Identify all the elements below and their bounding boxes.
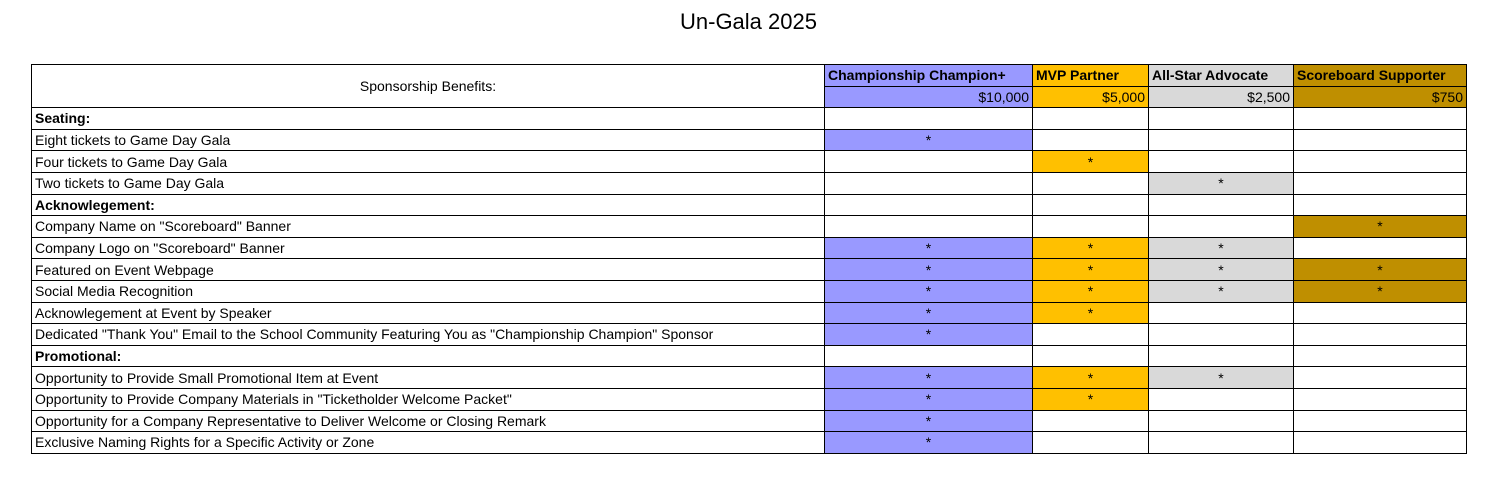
benefit-mark: * <box>1033 280 1149 302</box>
benefit-mark: * <box>825 367 1033 389</box>
sponsorship-benefits-table <box>31 64 1467 454</box>
empty-cell <box>1149 302 1294 324</box>
empty-cell <box>1294 367 1467 389</box>
empty-cell <box>1294 151 1467 173</box>
empty-cell <box>1294 194 1467 216</box>
benefit-mark: * <box>825 259 1033 281</box>
benefit-mark: * <box>825 302 1033 324</box>
benefit-mark: * <box>825 432 1033 454</box>
tier-price-mvp: $5,000 <box>1033 86 1149 108</box>
benefit-mark: * <box>1149 237 1294 259</box>
empty-cell <box>1294 108 1467 130</box>
benefit-mark: * <box>1033 237 1149 259</box>
section-header-row <box>32 194 1467 216</box>
benefit-row <box>32 302 1467 324</box>
benefit-mark: * <box>825 237 1033 259</box>
benefit-row <box>32 172 1467 194</box>
benefit-label: Four tickets to Game Day Gala <box>32 151 825 173</box>
benefit-mark: * <box>1033 367 1149 389</box>
empty-cell <box>1294 172 1467 194</box>
empty-cell <box>1033 432 1149 454</box>
benefit-label: Company Logo on "Scoreboard" Banner <box>32 237 825 259</box>
benefit-mark: * <box>825 388 1033 410</box>
benefit-mark: * <box>825 129 1033 151</box>
empty-cell <box>1033 216 1149 238</box>
tier-name-all-star: All-Star Advocate <box>1149 65 1294 87</box>
benefit-mark: * <box>1149 172 1294 194</box>
empty-cell <box>1033 129 1149 151</box>
empty-cell <box>1149 388 1294 410</box>
table-title: Sponsorship Benefits: <box>32 65 825 108</box>
benefit-mark: * <box>1149 259 1294 281</box>
benefit-label: Featured on Event Webpage <box>32 259 825 281</box>
benefit-mark: * <box>1149 280 1294 302</box>
document-title: Un-Gala 2025 <box>680 9 817 34</box>
empty-cell <box>1294 237 1467 259</box>
empty-cell <box>825 194 1033 216</box>
benefit-mark: * <box>825 324 1033 346</box>
empty-cell <box>1033 194 1149 216</box>
benefit-label: Opportunity to Provide Small Promotional Item at Event <box>32 367 825 389</box>
benefit-label: Company Name on "Scoreboard" Banner <box>32 216 825 238</box>
benefit-mark: * <box>825 280 1033 302</box>
section-label: Seating: <box>32 108 825 130</box>
empty-cell <box>1149 129 1294 151</box>
benefit-mark: * <box>1149 367 1294 389</box>
empty-cell <box>825 108 1033 130</box>
benefit-row <box>32 324 1467 346</box>
benefit-row <box>32 432 1467 454</box>
empty-cell <box>1149 194 1294 216</box>
benefit-mark: * <box>825 410 1033 432</box>
benefit-row <box>32 280 1467 302</box>
empty-cell <box>1149 432 1294 454</box>
tier-name-row <box>32 65 1467 87</box>
section-label: Acknowlegement: <box>32 194 825 216</box>
benefit-row <box>32 259 1467 281</box>
benefit-label: Dedicated "Thank You" Email to the School Community Featuring You as "Championship Champion" Sponsor <box>32 324 825 346</box>
tier-price-all-star: $2,500 <box>1149 86 1294 108</box>
empty-cell <box>825 151 1033 173</box>
benefit-row <box>32 410 1467 432</box>
benefit-mark: * <box>1033 151 1149 173</box>
empty-cell <box>825 345 1033 367</box>
empty-cell <box>1033 108 1149 130</box>
benefit-row <box>32 367 1467 389</box>
benefit-label: Exclusive Naming Rights for a Specific Activity or Zone <box>32 432 825 454</box>
benefit-row <box>32 237 1467 259</box>
benefit-label: Acknowlegement at Event by Speaker <box>32 302 825 324</box>
benefit-mark: * <box>1033 302 1149 324</box>
section-header-row <box>32 345 1467 367</box>
empty-cell <box>1149 151 1294 173</box>
tier-name-mvp: MVP Partner <box>1033 65 1149 87</box>
tier-price-championship: $10,000 <box>825 86 1033 108</box>
benefit-mark: * <box>1294 259 1467 281</box>
empty-cell <box>1033 410 1149 432</box>
benefit-label: Opportunity to Provide Company Materials in "Ticketholder Welcome Packet" <box>32 388 825 410</box>
benefit-row <box>32 129 1467 151</box>
tier-name-championship: Championship Champion+ <box>825 65 1033 87</box>
empty-cell <box>1033 324 1149 346</box>
empty-cell <box>1294 388 1467 410</box>
empty-cell <box>1294 129 1467 151</box>
benefit-row <box>32 216 1467 238</box>
empty-cell <box>1149 345 1294 367</box>
benefit-label: Social Media Recognition <box>32 280 825 302</box>
benefit-label: Eight tickets to Game Day Gala <box>32 129 825 151</box>
benefit-mark: * <box>1294 216 1467 238</box>
benefit-mark: * <box>1294 280 1467 302</box>
benefit-mark: * <box>1033 388 1149 410</box>
tier-name-scoreboard: Scoreboard Supporter <box>1294 65 1467 87</box>
empty-cell <box>1149 410 1294 432</box>
tier-price-scoreboard: $750 <box>1294 86 1467 108</box>
empty-cell <box>825 172 1033 194</box>
empty-cell <box>1294 410 1467 432</box>
empty-cell <box>1294 345 1467 367</box>
empty-cell <box>1033 172 1149 194</box>
section-label: Promotional: <box>32 345 825 367</box>
benefit-mark: * <box>1033 259 1149 281</box>
section-header-row <box>32 108 1467 130</box>
empty-cell <box>1149 324 1294 346</box>
empty-cell <box>825 216 1033 238</box>
empty-cell <box>1149 216 1294 238</box>
benefit-row <box>32 388 1467 410</box>
benefit-row <box>32 151 1467 173</box>
empty-cell <box>1294 324 1467 346</box>
empty-cell <box>1294 432 1467 454</box>
empty-cell <box>1294 302 1467 324</box>
benefit-label: Two tickets to Game Day Gala <box>32 172 825 194</box>
empty-cell <box>1149 108 1294 130</box>
empty-cell <box>1033 345 1149 367</box>
benefit-label: Opportunity for a Company Representative to Deliver Welcome or Closing Remark <box>32 410 825 432</box>
